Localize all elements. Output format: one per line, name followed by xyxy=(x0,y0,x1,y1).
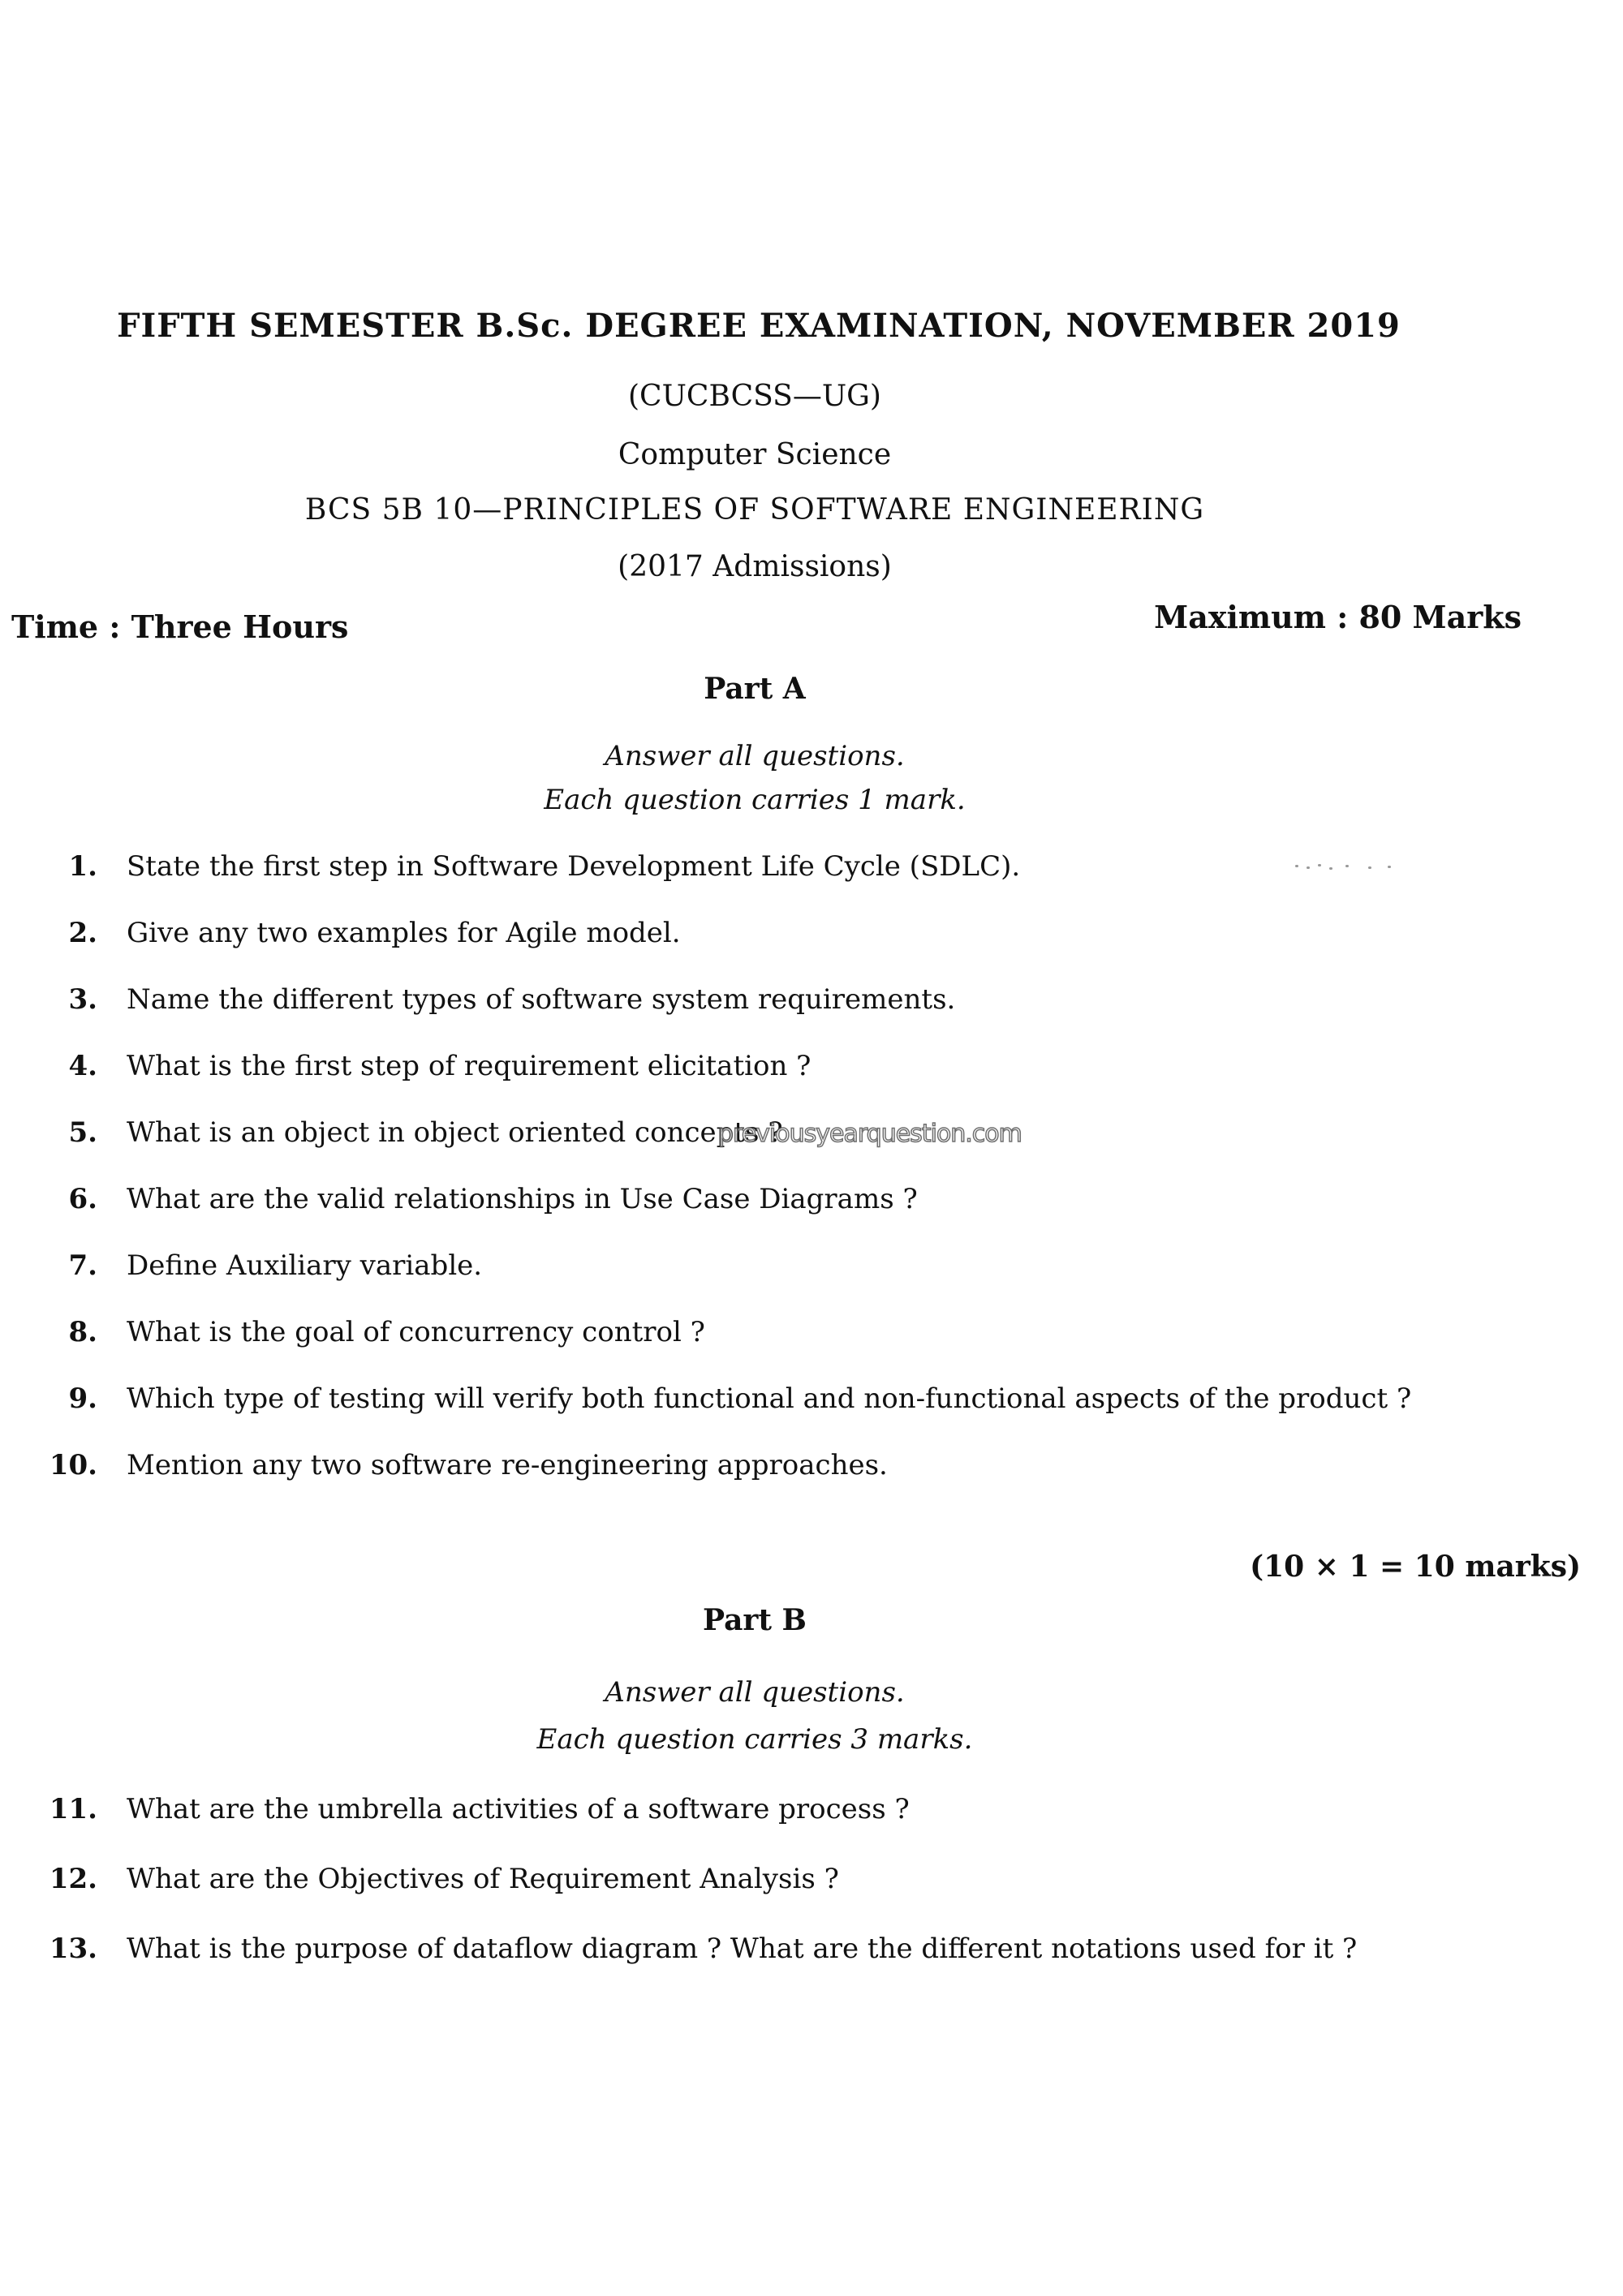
question-text: What is the goal of concurrency control ? xyxy=(127,1316,705,1348)
site-watermark: previousyearquestion.com xyxy=(718,1120,1022,1148)
question-number: 1. xyxy=(68,850,97,883)
question-number: 4. xyxy=(68,1050,97,1082)
question-number: 10. xyxy=(49,1449,97,1481)
question-number: 7. xyxy=(68,1249,97,1282)
question-number: 11. xyxy=(49,1793,97,1825)
question-item xyxy=(49,1183,1542,1215)
question-item xyxy=(49,1050,1542,1082)
question-text: What is the first step of requirement elicitation ? xyxy=(127,1050,812,1082)
question-number: 3. xyxy=(68,983,97,1016)
question-number: 8. xyxy=(68,1316,97,1348)
question-item xyxy=(49,1249,1542,1282)
question-number: 9. xyxy=(68,1382,97,1415)
question-item xyxy=(49,983,1542,1016)
part-a-marks-summary: (10 × 1 = 10 marks) xyxy=(1250,1550,1581,1584)
exam-title: FIFTH SEMESTER B.Sc. DEGREE EXAMINATION, NOVEMBER 2019 xyxy=(117,307,1401,345)
subject-name: Computer Science xyxy=(618,438,892,471)
question-text: What is the purpose of dataflow diagram ? What are the different notations used for it ? xyxy=(127,1933,1358,1965)
part-b-instruction-1: Answer all questions. xyxy=(605,1676,905,1709)
question-number: 13. xyxy=(49,1933,97,1965)
question-number: 5. xyxy=(68,1116,97,1149)
question-text: Which type of testing will verify both functional and non-functional aspects of the product ? xyxy=(127,1382,1412,1415)
question-text: Define Auxiliary variable. xyxy=(127,1249,483,1282)
question-text: Name the different types of software system requirements. xyxy=(127,983,956,1016)
part-b-instruction-2: Each question carries 3 marks. xyxy=(536,1723,973,1756)
scan-noise xyxy=(1290,860,1453,876)
question-text: Give any two examples for Agile model. xyxy=(127,917,681,949)
question-number: 6. xyxy=(68,1183,97,1215)
question-number: 2. xyxy=(68,917,97,949)
part-a-question-list xyxy=(49,850,1542,1481)
question-item xyxy=(49,1316,1542,1348)
question-item xyxy=(49,1933,1542,1965)
question-text: What are the valid relationships in Use Case Diagrams ? xyxy=(127,1183,918,1215)
part-b-heading: Part B xyxy=(703,1603,807,1637)
scheme-code: (CUCBCSS—UG) xyxy=(628,380,881,413)
question-item xyxy=(49,1863,1542,1895)
question-item xyxy=(49,1382,1542,1415)
question-text: What are the Objectives of Requirement Analysis ? xyxy=(127,1863,839,1895)
paper-title: BCS 5B 10—PRINCIPLES OF SOFTWARE ENGINEERING xyxy=(304,493,1205,527)
maximum-marks: Maximum : 80 Marks xyxy=(1154,599,1522,635)
part-b-question-list xyxy=(49,1793,1542,1965)
question-item xyxy=(49,1449,1542,1481)
question-item xyxy=(49,917,1542,949)
question-text: Mention any two software re-engineering approaches. xyxy=(127,1449,888,1481)
question-text: State the first step in Software Development Life Cycle (SDLC). xyxy=(127,850,1021,883)
question-text: What are the umbrella activities of a software process ? xyxy=(127,1793,910,1825)
part-a-instruction-1: Answer all questions. xyxy=(605,740,905,772)
question-item xyxy=(49,1793,1542,1825)
question-text: What is an object in object oriented concepts ? xyxy=(127,1116,783,1149)
part-a-instruction-2: Each question carries 1 mark. xyxy=(544,784,966,816)
question-number: 12. xyxy=(49,1863,97,1895)
admissions-year: (2017 Admissions) xyxy=(618,550,892,583)
part-a-heading: Part A xyxy=(704,672,806,706)
exam-duration: Time : Three Hours xyxy=(11,608,349,645)
